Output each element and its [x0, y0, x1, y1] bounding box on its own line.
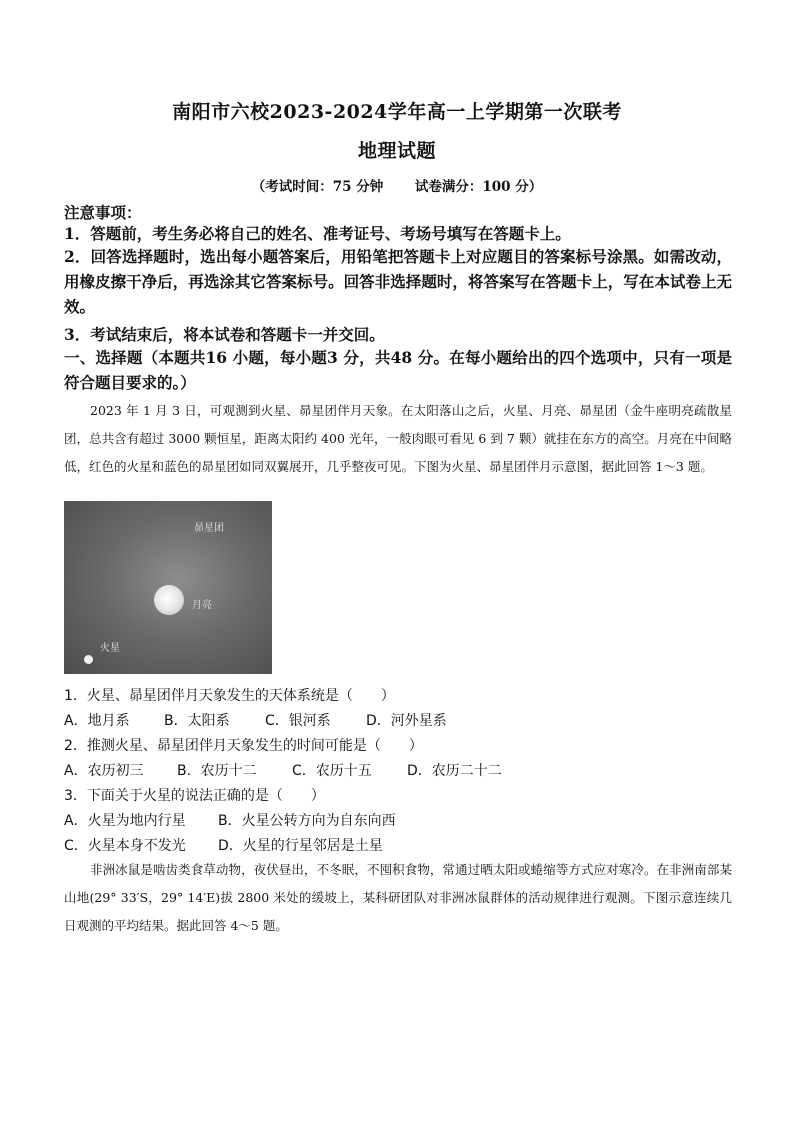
exam-info: （考试时间：75 分钟 试卷满分：100 分）	[251, 179, 543, 195]
passage-1: 2023 年 1 月 3 日，可观测到火星、昴星团伴月天象。在太阳落山之后，火星、月亮、昴星团（金牛座明亮疏散星团，总共含有超过 3000 颗恒星，距离太阳约 400 光年，一般肉眼可看见 6 到 7 颗）就挂在东方的高空。月亮在中间略低，红色的火星和蓝色的昴星团如同双翼展开，几乎整夜可见。下图为火星、昴星团伴月示意图，据此回答 1～3 题。	[64, 403, 732, 474]
pleiades-moon-mars-photo	[64, 501, 272, 674]
question-3-option-d: D．火星的行星邻居是土星	[218, 838, 383, 854]
notice-item-2: 2．回答选择题时，选出每小题答案后，用铅笔把答题卡上对应题目的答案标号涂黑。如需改动，用橡皮擦干净后，再选涂其它答案标号。回答非选择题时，将答案写在答题卡上，写在本试卷上无效。	[64, 247, 732, 316]
mars-label: 火星	[100, 643, 120, 654]
notice-heading: 注意事项：	[64, 203, 142, 222]
question-1-option-c: C．银河系	[265, 713, 331, 729]
question-2-option-a: A．农历初三	[64, 763, 144, 779]
question-1-option-a: A．地月系	[64, 713, 130, 729]
pleiades-label: 昴星团	[194, 523, 224, 534]
question-1-option-b: B．太阳系	[164, 713, 230, 729]
question-3-stem: 3．下面关于火星的说法正确的是（ ）	[64, 788, 325, 804]
passage-2: 非洲冰鼠是啮齿类食草动物，夜伏昼出，不冬眠，不囤积食物，常通过晒太阳或蜷缩等方式应对寒冷。在非洲南部某山地(29° 33′S，29° 14′E)拔 2800 米处的缓坡上，某科研团队对非洲冰鼠群体的活动规律进行观测。下图示意连续几日观测的平均结果。据此回答 4～5 题。	[64, 862, 732, 933]
question-2-stem: 2．推测火星、昴星团伴月天象发生的时间可能是（ ）	[64, 738, 423, 754]
question-1-stem: 1．火星、昴星团伴月天象发生的天体系统是（ ）	[64, 688, 395, 704]
question-1-option-d: D．河外星系	[366, 713, 447, 729]
question-2-option-c: C．农历十五	[292, 763, 372, 779]
question-2-option-d: D．农历二十二	[407, 763, 502, 779]
exam-title: 南阳市六校2023-2024学年高一上学期第一次联考	[172, 101, 622, 123]
question-2-option-b: B．农历十二	[177, 763, 257, 779]
moon-image	[154, 585, 184, 615]
section-heading: 一、选择题（本题共16 小题，每小题3 分，共48 分。在每小题给出的四个选项中，只有一项是符合题目要求的。）	[64, 348, 732, 392]
question-3-option-a: A．火星为地内行星	[64, 813, 186, 829]
moon-label: 月亮	[192, 600, 212, 611]
notice-item-1: 1．答题前，考生务必将自己的姓名、准考证号、考场号填写在答题卡上。	[64, 224, 571, 243]
mars-image	[84, 655, 93, 664]
notice-item-3: 3．考试结束后，将本试卷和答题卡一并交回。	[64, 325, 385, 344]
question-3-option-c: C．火星本身不发光	[64, 838, 186, 854]
question-3-option-b: B．火星公转方向为自东向西	[218, 813, 396, 829]
subject-title: 地理试题	[357, 140, 436, 162]
